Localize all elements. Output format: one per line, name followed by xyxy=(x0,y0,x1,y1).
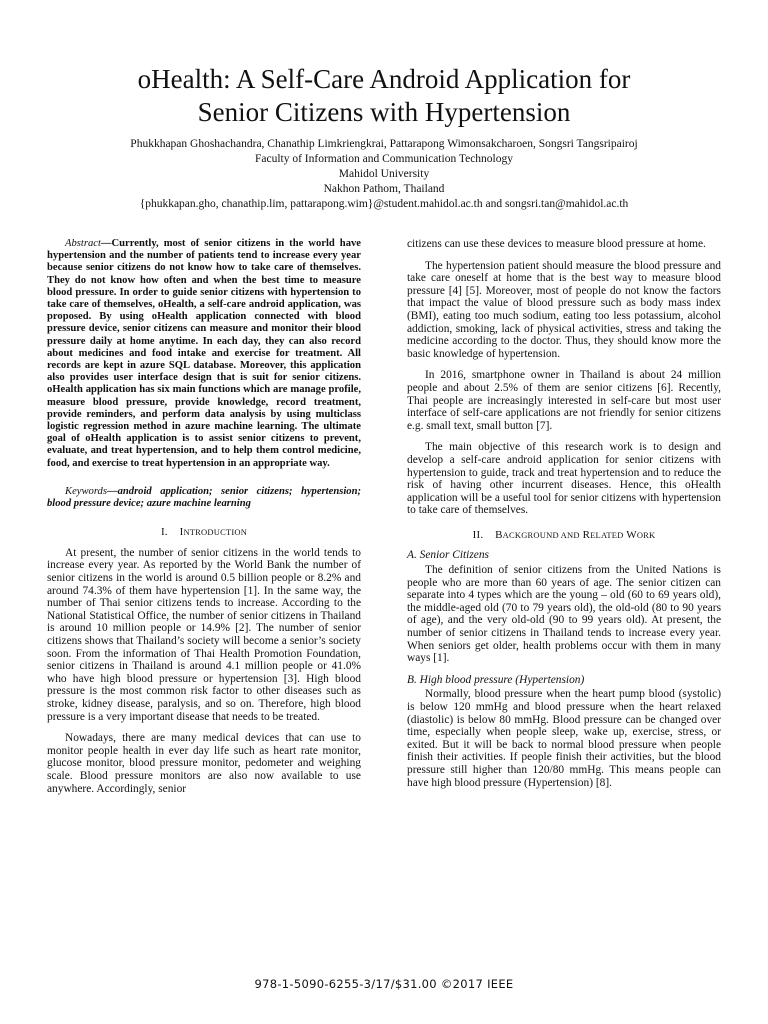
section-heading-introduction: I. INTRODUCTION xyxy=(160,526,248,539)
author-block xyxy=(40,137,728,212)
author-faculty: Faculty of Information and Communication Technology xyxy=(254,153,513,165)
hypertension-paragraph: Normally, blood pressure when the heart pump blood (systolic) is below 120 mmHg and blood pressure when the heart relaxed (diastolic) is below 80 mmHg. Blood pressure can be changed over time, especially when people sleep, wake up, exercise, stress, or exited. But it will be back to normal blood pressure when people finish their activities. If people finish their activities, but the blood pressure still higher than 120/80 mmHg. This means people can have high blood pressure (Hypertension) [8]. xyxy=(407,688,721,789)
intro-paragraph-3: The hypertension patient should measure the blood pressure and take care oneself at home that is the best way to measure blood pressure [4] [5]. Moreover, most of people do not know the factors that impact the value of blood pressure such as body mass index (BMI), eating too much sodium, eating too less potassium, alcohol addiction, smoking, lack of physical activities, stress and taking the medicine according to the doctor. Thus, they should know more the basic knowledge of hypertension. xyxy=(407,259,721,360)
paper-title xyxy=(40,63,728,129)
abstract xyxy=(47,238,361,470)
subsection-heading-hypertension: B. High blood pressure (Hypertension) xyxy=(407,673,585,686)
intro-continuation: citizens can use these devices to measure blood pressure at home. xyxy=(407,238,706,250)
intro-paragraph-2: Nowadays, there are many medical devices that can use to monitor people health in ever day life such as heart rate monitor, glucose monitor, blood pressure monitor, pedometer and weighing scale. Blood pressure monitors are also now available to use anywhere. Accordingly, senior xyxy=(47,732,361,795)
author-university: Mahidol University xyxy=(338,168,430,180)
intro-paragraph-4: In 2016, smartphone owner in Thailand is about 24 million people and about 2.5% of them are senior citizens [6]. Recently, Thai people are increasingly interested in self-care but most user interface of self-care applications are not friendly for senior citizens e.g. small text, small button [7]. xyxy=(407,369,721,432)
title-line-1: oHealth: A Self-Care Android Application for xyxy=(137,64,631,94)
copyright-footer: 978-1-5090-6255-3/17/$31.00 ©2017 IEEE xyxy=(254,977,514,991)
section-heading-background: II. BACKGROUND AND RELATED WORK xyxy=(472,528,656,541)
keywords xyxy=(47,486,361,510)
subsection-heading-senior-citizens: A. Senior Citizens xyxy=(407,549,489,562)
keywords-text: —android application; senior citizens; hypertension; blood pressure device; azure machine learning xyxy=(47,485,361,510)
author-emails: {phukkapan.gho, chanathip.lim, pattarapong.wim}@student.mahidol.ac.th and songsri.tan@mahidol.ac.th xyxy=(139,198,629,210)
title-line-2: Senior Citizens with Hypertension xyxy=(197,97,571,127)
abstract-label: Abstract xyxy=(65,238,101,249)
intro-paragraph-1: At present, the number of senior citizens in the world tends to increase every year. As reported by the World Bank the number of senior citizens in the world is around 0.5 billion people or 8.2% and around 74.3% of them have hypertension [1]. In the same way, the number of Thai senior citizens tends to increase. According to the National Statistical Office, the number of senior citizens in Thailand is around 10 million people or 14.9% [2]. The number of senior citizens shows that Thailand’s society will become a senior’s society soon. From the information of Thai Health Promotion Foundation, senior citizens in Thailand is around 4.1 million people or 41.0% who have high blood pressure or hypertension [3]. High blood pressure is the most common risk factor to other diseases such as stroke, kidney disease, paralysis, and so on. Therefore, high blood pressure is a very important disease that needs to be treated. xyxy=(47,546,361,723)
right-column xyxy=(407,238,721,798)
author-location: Nakhon Pathom, Thailand xyxy=(323,183,445,195)
abstract-text: —Currently, most of senior citizens in the world have hypertension and the number of patients tend to increase every year because senior citizens do not know how to take care of themselves. They do not know how often and when the best time to measure blood pressure. In order to guide senior citizens with hypertension to take care of themselves, oHealth, a self-care android application, was proposed. By using oHealth application connected with blood pressure device, senior citizens can measure and monitor their blood pressure daily at home anytime. In each day, they can also record about medicines and food intake and exercise for treatment. All records are kept in azure SQL database. Moreover, this application also provides user interface design that is suit for senior citizens. oHealth application has six main functions which are manage profile, measure blood pressure, provide knowledge, record treatment, provide reminders, and perform data analysis by using multiclass logistic regression method in azure machine learning. The ultimate goal of oHealth application is to assist senior citizens to prevent, evaluate, and treat hypertension, and to help them control medicine, food, and exercise to treat hypertension in an appropriate way. xyxy=(47,238,361,469)
intro-paragraph-5: The main objective of this research work is to design and develop a self-care android application for senior citizens with hypertension to guide, track and treat hypertension and to reduce the risk of having other incurrent diseases. Hence, this oHealth application will be a useful tool for senior citizens with hypertension to take care of themselves. xyxy=(407,441,721,517)
keywords-label: Keywords xyxy=(65,485,107,497)
left-column xyxy=(47,238,361,804)
author-names: Phukkhapan Ghoshachandra, Chanathip Limkriengkrai, Pattarapong Wimonsakcharoen, Songsri Tangsripairoj xyxy=(130,138,638,150)
senior-citizens-paragraph: The definition of senior citizens from the United Nations is people who are more than 60 years of age. The senior citizen can separate into 4 types which are the young – old (60 to 69 years old), the middle-aged old (70 to 79 years old), the old-old (80 to 90 years of age), and the very old-old (90 to 99 years old). At present, the number of senior citizens in Thailand tends to increase every year. When seniors get older, health problems occur with them in many ways [1]. xyxy=(407,564,721,665)
